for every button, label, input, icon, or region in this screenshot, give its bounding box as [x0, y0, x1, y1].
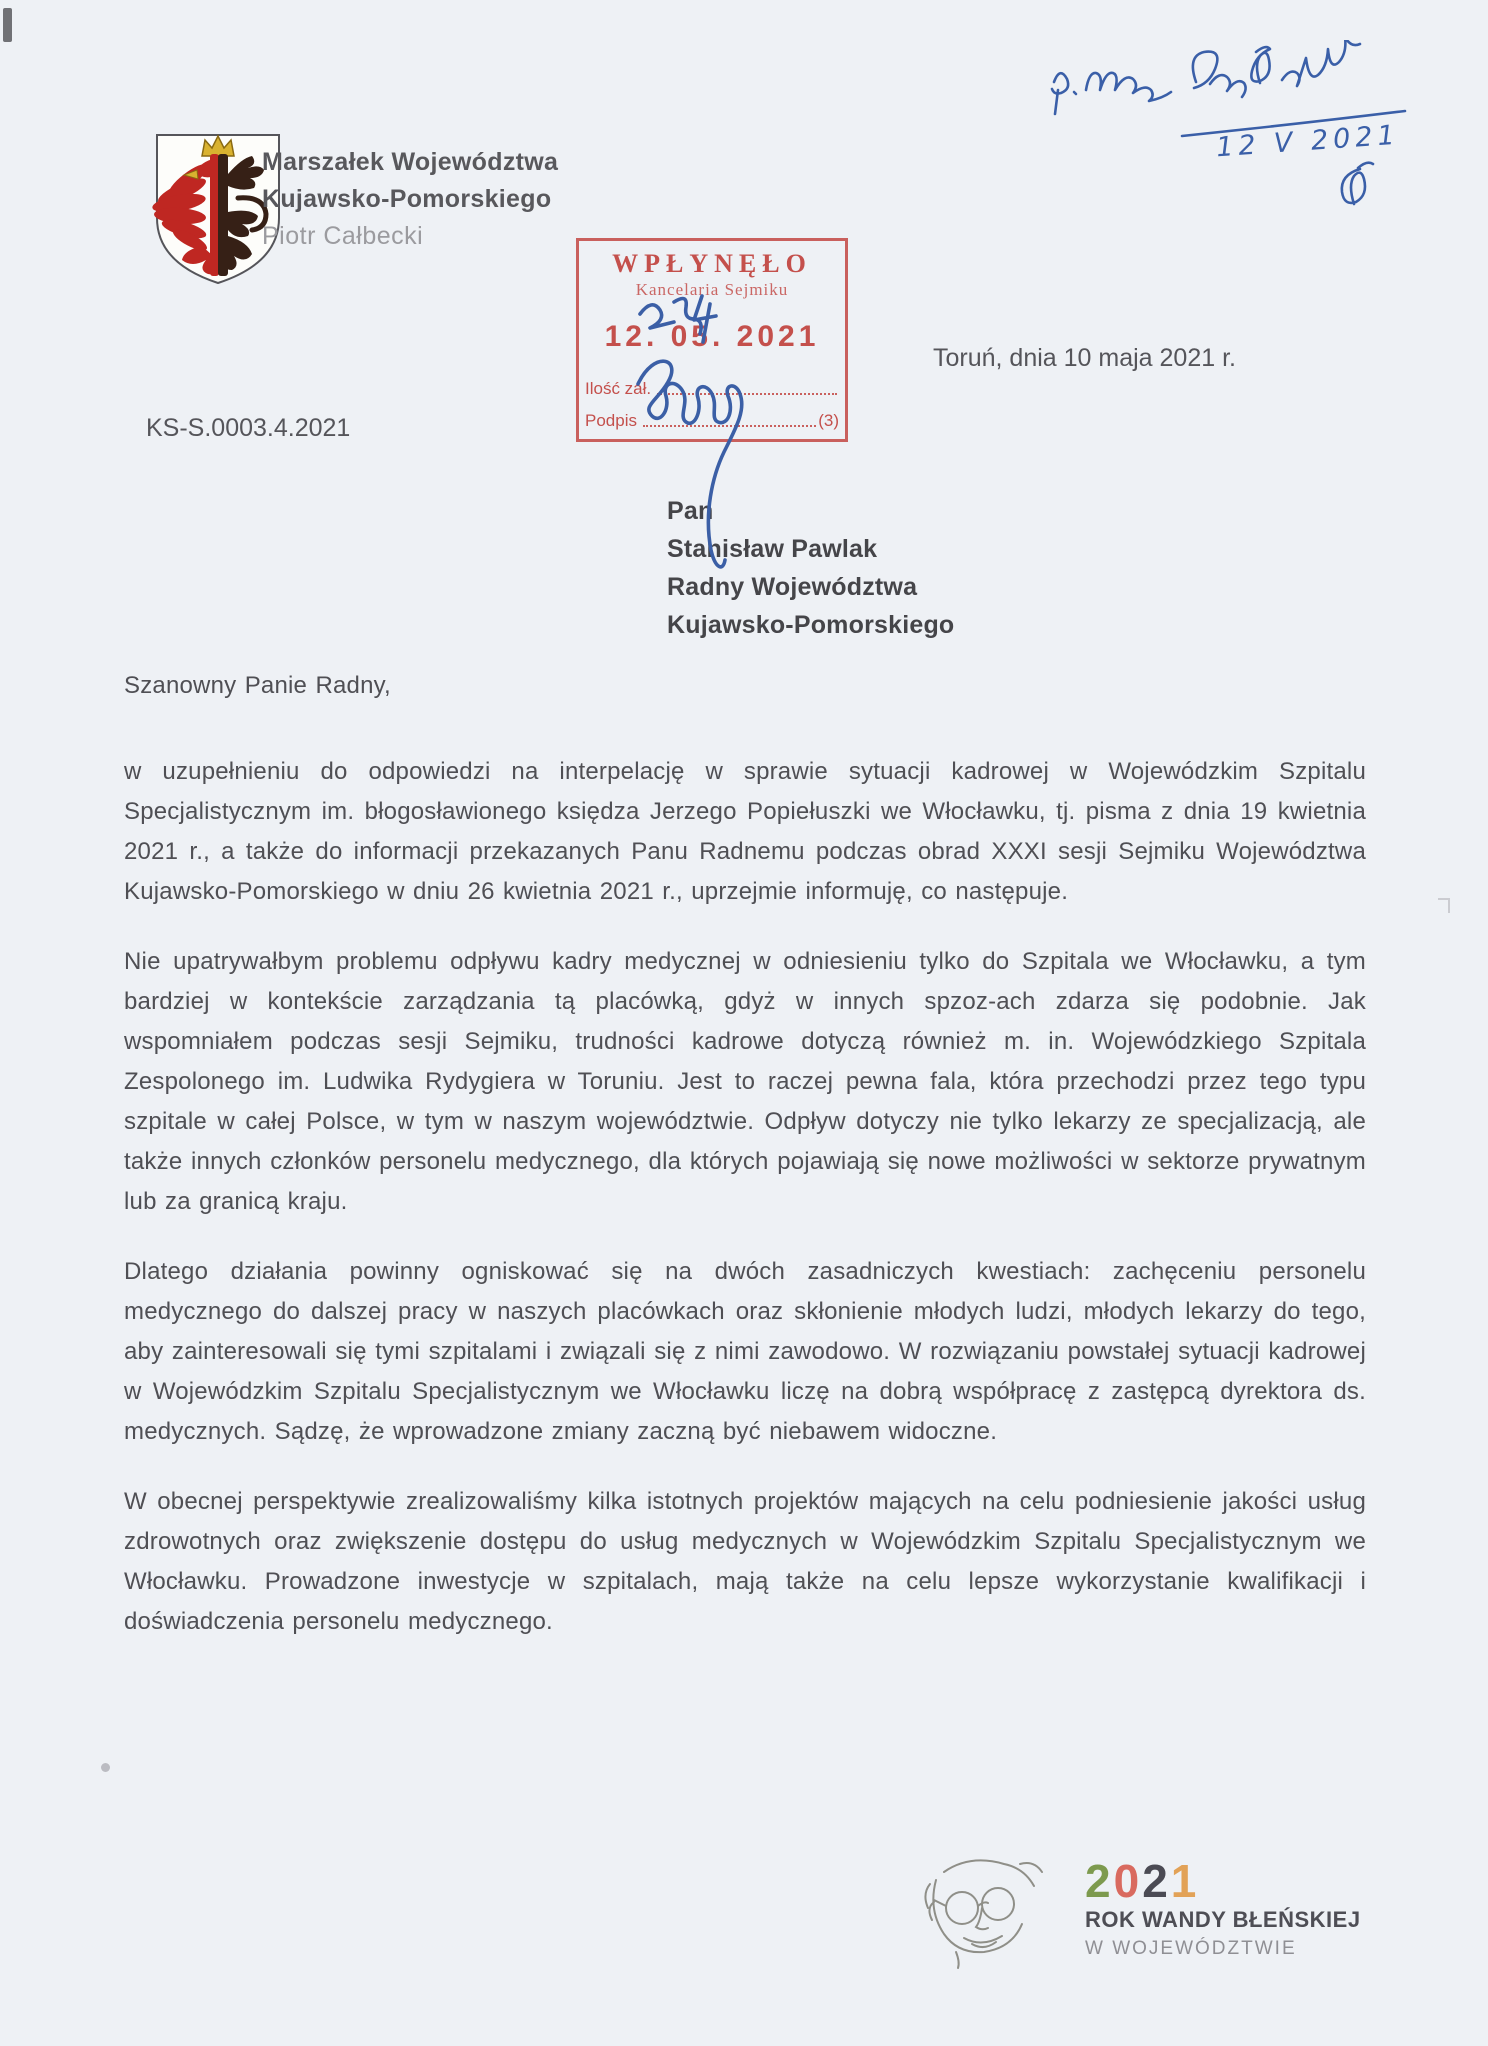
wanda-blenska-sketch: [900, 1850, 1060, 1970]
annotation-initial-mark: [1322, 158, 1386, 214]
dateline: Toruń, dnia 10 maja 2021 r.: [933, 344, 1236, 372]
recipient-title-line1: Radny Województwa: [667, 573, 918, 601]
recipient-title-line2: Kujawsko-Pomorskiego: [667, 611, 955, 639]
year-digit: 0: [1113, 1855, 1143, 1907]
letterhead-title-line2: Kujawsko-Pomorskiego: [262, 185, 552, 213]
scan-speck: [101, 1763, 110, 1772]
paragraph: w uzupełnieniu do odpowiedzi na interpelację w sprawie sytuacji kadrowej w Wojewódzkim Szpitalu Specjalistycznym im. błogosławionego księdza Jerzego Popiełuszki we Włocławku, tj. pisma z dnia 19 kwietnia 2021 r., a także do informacji przekazanych Panu Radnemu podczas obrad XXXI sesji Sejmiku Województwa Kujawsko-Pomorskiego w dniu 26 kwietnia 2021 r., uprzejmie informuję, co następuje.: [124, 758, 1366, 905]
campaign-line2: W WOJEWÓDZTWIE: [1085, 1938, 1297, 1959]
letterhead-title-line1: Marszałek Województwa: [262, 148, 559, 176]
paragraph: Dlatego działania powinny ogniskować się na dwóch zasadniczych kwestiach: zachęceniu personelu medycznego do dalszej pracy w naszych placówkach oraz skłonienie młodych ludzi, młodych lekarzy do tego, aby zainteresowali się tymi szpitalami i związali się z nimi zawodowo. W rozwiązaniu powstałej sytuacji kadrowej w Wojewódzkim Szpitalu Specjalistycznym we Włocławku liczę na dobrą współpracę z zastępcą dyrektora ds. medycznych. Sądzę, że wprowadzone zmiany zaczną być niebawem widoczne.: [124, 1258, 1366, 1445]
paragraph: W obecnej perspektywie zrealizowaliśmy kilka istotnych projektów mających na celu podniesienie jakości usług zdrowotnych oraz zwiększenie dostępu do usług medycznych w Wojewódzkim Szpitalu Specjalistycznym we Włocławku. Prowadzone inwestycje w szpitalach, mają także na celu lepsze wykorzystanie kwalifikacji i doświadczenia personelu medycznego.: [124, 1488, 1366, 1635]
salutation: Szanowny Panie Radny,: [124, 672, 391, 699]
stamp-copy-number: (3): [818, 411, 839, 430]
campaign-year: [1085, 1855, 1361, 1907]
letterhead: [262, 144, 558, 255]
year-digit: 2: [1085, 1855, 1114, 1907]
reference-number: KS-S.0003.4.2021: [146, 414, 351, 442]
stamp-date: 12. 05. 2021: [604, 320, 820, 353]
recipient-name: Stanisław Pawlak: [667, 535, 878, 563]
clerk-signature-scribble: [596, 286, 786, 586]
annotation-date: 12 V 2021: [1215, 119, 1401, 164]
scan-edge-mark: [3, 8, 12, 42]
letter-body: [124, 666, 1366, 1642]
year-digit: 1: [1170, 1855, 1200, 1907]
stamp-signature-label: Podpis: [585, 411, 637, 430]
stamp-title: WPŁYNĘŁO: [612, 249, 812, 278]
scan-speck: [1438, 898, 1450, 913]
campaign-line1: ROK WANDY BŁEŃSKIEJ: [1085, 1907, 1361, 1932]
paragraph: Nie upatrywałbym problemu odpływu kadry medycznej w odniesieniu tylko do Szpitala we Włocławku, a tym bardziej w kontekście zarządzania tą placówką, gdyż w innych spzoz-ach zdarza się podobnie. Jak wspomniałem podczas sesji Sejmiku, trudności kadrowe dotyczą również m. in. Wojewódzkiego Szpitala Zespolonego im. Ludwika Rydygiera w Toruniu. Jest to raczej pewna fala, która przechodzi przez tego typu szpitale w całej Polsce, w tym w naszym województwie. Odpływ dotyczy nie tylko lekarzy ze specjalizacją, ale także innych członków personelu medycznego, dla których pojawiają się nowe możliwości w sektorze prywatnym lub za granicą kraju.: [124, 948, 1366, 1215]
stamp-office: Kancelaria Sejmiku: [635, 280, 789, 299]
recipient-salutation: Pan: [667, 497, 714, 525]
year-digit: 2: [1142, 1855, 1171, 1907]
campaign-logo-text: [1085, 1855, 1361, 1960]
stamp-attachments-label: Ilość zał.: [585, 379, 652, 398]
letterhead-person: Piotr Całbecki: [262, 222, 424, 250]
